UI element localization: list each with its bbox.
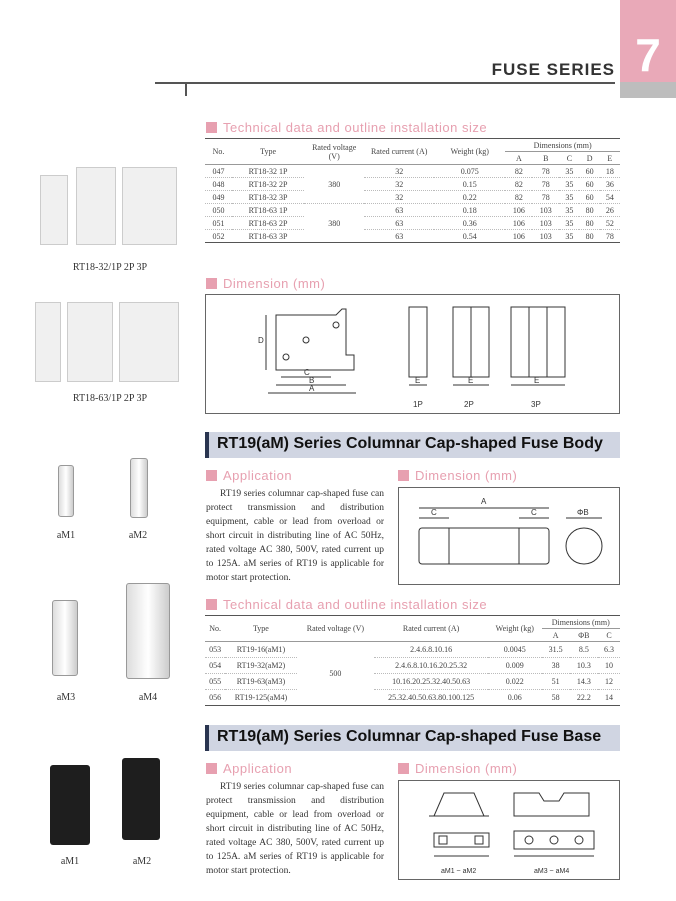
section-dimension-3: Dimension (mm) bbox=[398, 761, 517, 776]
table-row: 053 RT19-16(aM1) 500 2.4.6.8.10.16 0.0045 31.5 8.5 6.3 bbox=[205, 642, 620, 658]
svg-text:D: D bbox=[258, 336, 264, 345]
section-application-2: Application bbox=[206, 761, 292, 776]
svg-text:3P: 3P bbox=[531, 400, 541, 409]
svg-text:1P: 1P bbox=[413, 400, 423, 409]
photo-rt18-63 bbox=[35, 300, 180, 385]
banner-fuse-body: RT19(aM) Series Columnar Cap-shaped Fuse Body bbox=[205, 432, 620, 458]
photo-am4 bbox=[126, 583, 170, 679]
dimension-diagram-fuse-body bbox=[398, 487, 620, 585]
svg-text:aM1 ~ aM2: aM1 ~ aM2 bbox=[441, 868, 477, 875]
svg-text:C: C bbox=[531, 508, 537, 517]
table-row: 052 RT18-63 3P 63 0.54 106 103 35 80 78 bbox=[205, 230, 620, 243]
dimension-diagram-fuse-base bbox=[398, 780, 620, 880]
table-row: 054 RT19-32(aM2) 2.4.6.8.10.16.20.25.32 0.009 38 10.3 10 bbox=[205, 658, 620, 674]
table-row: 056 RT19-125(aM4) 25.32.40.50.63.80.100.125 0.06 58 22.2 14 bbox=[205, 690, 620, 706]
caption-am1-a: aM1 bbox=[56, 530, 76, 541]
series-title: FUSE SERIES bbox=[491, 60, 615, 79]
caption-rt18-63: RT18-63/1P 2P 3P bbox=[72, 393, 148, 404]
banner-fuse-base: RT19(aM) Series Columnar Cap-shaped Fuse Base bbox=[205, 725, 620, 751]
section-dimension-2: Dimension (mm) bbox=[398, 468, 517, 483]
table-row: 049 RT18-32 3P 32 0.22 82 78 35 60 54 bbox=[205, 191, 620, 204]
svg-text:E: E bbox=[415, 376, 421, 385]
application-text-1: RT19 series columnar cap-shaped fuse can protect transmission and distribution equipment, cable or lead from overload or short circuit in distributing line of AC 50Hz, rated voltage AC 380, 500V, rated current up to 125A. aM series of RT19 is applicable for motor start protection. bbox=[206, 489, 384, 583]
svg-text:A: A bbox=[481, 497, 487, 506]
caption-am1-b: aM1 bbox=[60, 856, 80, 867]
svg-text:E: E bbox=[534, 376, 540, 385]
section-application-1: Application bbox=[206, 468, 292, 483]
photo-am3 bbox=[52, 600, 78, 676]
table-rt18: No. Type Rated voltage (V) Rated current (A) Weight (kg) Dimensions (mm) A B C D E 047 RT18-32 1P 380 32 0.075 82 78 35 60 18 048 RT18-32 2P 32 0.15 82 78 35 60 36 049 RT18-32 3P 32 0.22 82 78 35 60 54 050 RT18-63 1P 380 63 0.18 106 103 35 80 26 051 RT18-63 2P 63 0.36 106 103 35 80 52 052 RT18-63 3P 63 0.54 106 103 35 80 78 bbox=[205, 138, 620, 243]
table-row: 055 RT19-63(aM3) 10.16.20.25.32.40.50.63 0.022 51 14.3 12 bbox=[205, 674, 620, 690]
photo-base-am2 bbox=[122, 758, 160, 840]
caption-am2-a: aM2 bbox=[128, 530, 148, 541]
svg-text:B: B bbox=[309, 376, 315, 385]
svg-text:ΦB: ΦB bbox=[577, 508, 589, 517]
svg-text:E: E bbox=[468, 376, 474, 385]
caption-rt18-32: RT18-32/1P 2P 3P bbox=[72, 262, 148, 273]
page-number: 7 bbox=[635, 29, 661, 81]
caption-am3: aM3 bbox=[56, 692, 76, 703]
svg-text:A: A bbox=[309, 384, 315, 393]
header-tick bbox=[185, 84, 187, 96]
table-row: 048 RT18-32 2P 32 0.15 82 78 35 60 36 bbox=[205, 178, 620, 191]
caption-am2-b: aM2 bbox=[132, 856, 152, 867]
photo-rt18-32 bbox=[40, 165, 180, 250]
svg-text:2P: 2P bbox=[464, 400, 474, 409]
application-text-2: RT19 series columnar cap-shaped fuse can protect transmission and distribution equipment, cable or lead from overload or short circuit in distributing line of AC 50Hz, rated voltage AC 380, 500V, rated current up to 125A. aM series of RT19 is applicable for motor start protection. bbox=[206, 782, 384, 876]
caption-am4: aM4 bbox=[138, 692, 158, 703]
table-rt19: No. Type Rated voltage (V) Rated current (A) Weight (kg) Dimensions (mm) A ΦB C 053 RT19-16(aM1) 500 2.4.6.8.10.16 0.0045 31.5 8.5 6.3 054 RT19-32(aM2) 2.4.6.8.10.16.20.25.32 0.009 38 10.3 10 055 RT19-63(aM3) 10.16.20.25.32.40.50.63 0.022 51 14.3 12 056 RT19-125(aM4) 25.32.40.50.63.80.100.125 0.06 58 22.2 14 bbox=[205, 615, 620, 706]
svg-text:C: C bbox=[304, 368, 310, 377]
header-grey-block bbox=[620, 82, 676, 98]
header-rule bbox=[155, 82, 615, 84]
svg-text:aM3 ~ aM4: aM3 ~ aM4 bbox=[534, 868, 570, 875]
photo-base-am1 bbox=[50, 765, 90, 845]
table-row: 047 RT18-32 1P 380 32 0.075 82 78 35 60 18 bbox=[205, 165, 620, 178]
svg-text:C: C bbox=[431, 508, 437, 517]
section-tech-data-2: Technical data and outline installation size bbox=[206, 597, 487, 612]
table-row: 051 RT18-63 2P 63 0.36 106 103 35 80 52 bbox=[205, 217, 620, 230]
table-row: 050 RT18-63 1P 380 63 0.18 106 103 35 80 26 bbox=[205, 204, 620, 217]
section-dimension-1: Dimension (mm) bbox=[206, 276, 325, 291]
section-tech-data-1: Technical data and outline installation size bbox=[206, 120, 487, 135]
photo-am2 bbox=[130, 458, 148, 518]
dimension-diagram-rt18 bbox=[205, 294, 620, 414]
photo-am1 bbox=[58, 465, 74, 517]
